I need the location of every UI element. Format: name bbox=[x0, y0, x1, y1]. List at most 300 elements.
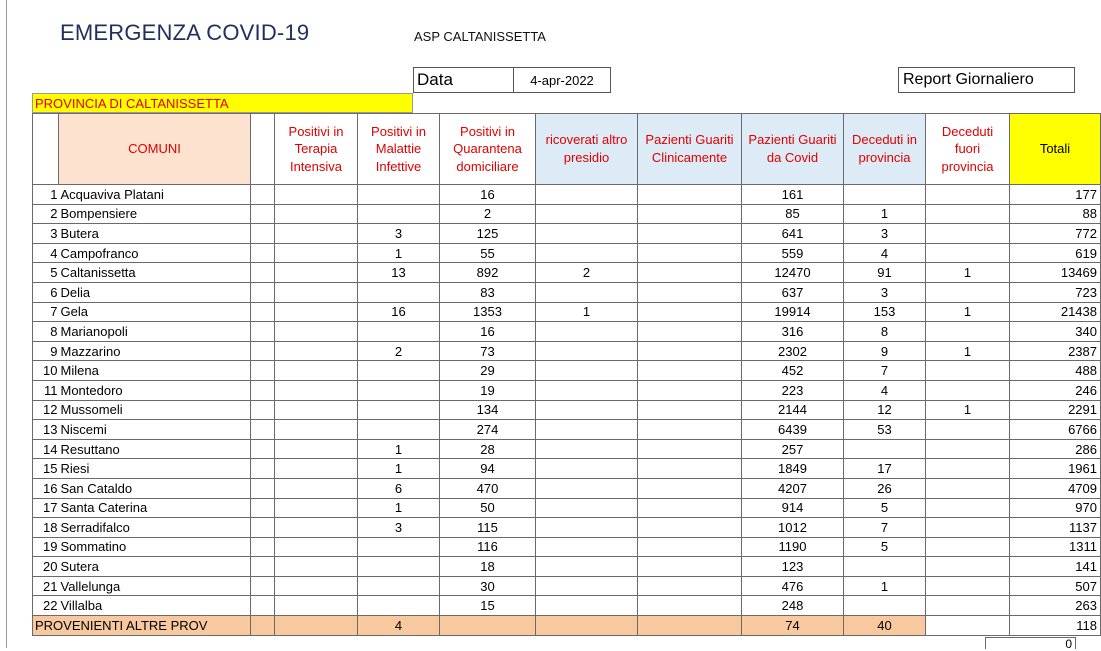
cell-totali: 13469 bbox=[1010, 263, 1101, 283]
cell-clinicamente bbox=[638, 263, 742, 283]
cell-fuori bbox=[926, 498, 1010, 518]
cell-malattie: 1 bbox=[358, 498, 440, 518]
header-fuori: Deceduti fuori provincia bbox=[926, 114, 1010, 185]
extra-total: 0 bbox=[985, 637, 1076, 649]
cell-deceduti: 8 bbox=[844, 322, 926, 342]
header-comuni: COMUNI bbox=[59, 114, 251, 185]
cell-clinicamente bbox=[638, 596, 742, 616]
cell-fuori bbox=[926, 518, 1010, 538]
cell-fuori bbox=[926, 243, 1010, 263]
cell-malattie bbox=[358, 400, 440, 420]
cell-altro: 1 bbox=[536, 302, 638, 322]
row-comune: Milena bbox=[59, 361, 251, 381]
cell-altro bbox=[536, 185, 638, 205]
cell-totali: 2387 bbox=[1010, 341, 1101, 361]
cell-quarantena: 29 bbox=[440, 361, 536, 381]
page-title: EMERGENZA COVID-19 bbox=[60, 20, 310, 45]
cell-guariti: 1012 bbox=[742, 518, 844, 538]
row-comune: Sutera bbox=[59, 557, 251, 577]
cell-clinicamente bbox=[638, 322, 742, 342]
cell-guariti: 2144 bbox=[742, 400, 844, 420]
cell-terapia bbox=[275, 596, 358, 616]
cell-clinicamente bbox=[638, 341, 742, 361]
cell-quarantena: 1353 bbox=[440, 302, 536, 322]
cell-guariti: 257 bbox=[742, 439, 844, 459]
cell-quarantena: 125 bbox=[440, 224, 536, 244]
cell-deceduti: 91 bbox=[844, 263, 926, 283]
row-comune: Delia bbox=[59, 282, 251, 302]
cell-malattie bbox=[358, 576, 440, 596]
table-row bbox=[33, 420, 1101, 440]
cell-quarantena: 115 bbox=[440, 518, 536, 538]
date-value: 4-apr-2022 bbox=[513, 67, 611, 93]
row-spacer bbox=[251, 341, 275, 361]
cell-altro bbox=[536, 341, 638, 361]
row-comune: Niscemi bbox=[59, 420, 251, 440]
cell-malattie bbox=[358, 557, 440, 577]
cell-totali: 286 bbox=[1010, 439, 1101, 459]
cell-guariti: 19914 bbox=[742, 302, 844, 322]
cell-totali: 141 bbox=[1010, 557, 1101, 577]
cell-fuori bbox=[926, 322, 1010, 342]
table-row bbox=[33, 204, 1101, 224]
cell-fuori: 1 bbox=[926, 341, 1010, 361]
cell-quarantena: 19 bbox=[440, 380, 536, 400]
cell-malattie: 1 bbox=[358, 243, 440, 263]
row-comune: Caltanissetta bbox=[59, 263, 251, 283]
cell-altro bbox=[536, 204, 638, 224]
cell-fuori bbox=[926, 282, 1010, 302]
cell-malattie bbox=[358, 282, 440, 302]
cell-malattie: 6 bbox=[358, 478, 440, 498]
table-row bbox=[33, 224, 1101, 244]
cell-terapia bbox=[275, 224, 358, 244]
cell-guariti: 2302 bbox=[742, 341, 844, 361]
cell-guariti: 161 bbox=[742, 185, 844, 205]
cell-clinicamente bbox=[638, 557, 742, 577]
row-comune: Santa Caterina bbox=[59, 498, 251, 518]
table-row bbox=[33, 341, 1101, 361]
cell-deceduti: 9 bbox=[844, 341, 926, 361]
cell-altro bbox=[536, 498, 638, 518]
table-row bbox=[33, 243, 1101, 263]
table-row bbox=[33, 400, 1101, 420]
cell-deceduti: 153 bbox=[844, 302, 926, 322]
cell-deceduti: 1 bbox=[844, 204, 926, 224]
provenienti-malattie: 4 bbox=[358, 616, 440, 636]
cell-clinicamente bbox=[638, 537, 742, 557]
cell-altro bbox=[536, 478, 638, 498]
cell-totali: 177 bbox=[1010, 185, 1101, 205]
cell-terapia bbox=[275, 557, 358, 577]
cell-totali: 507 bbox=[1010, 576, 1101, 596]
cell-quarantena: 73 bbox=[440, 341, 536, 361]
row-spacer bbox=[251, 243, 275, 263]
cell-deceduti: 3 bbox=[844, 224, 926, 244]
row-comune: Montedoro bbox=[59, 380, 251, 400]
row-comune: Butera bbox=[59, 224, 251, 244]
cell-fuori bbox=[926, 439, 1010, 459]
cell-clinicamente bbox=[638, 439, 742, 459]
cell-deceduti bbox=[844, 185, 926, 205]
cell-malattie bbox=[358, 596, 440, 616]
row-index: 20 bbox=[33, 557, 59, 577]
row-comune: Marianopoli bbox=[59, 322, 251, 342]
provenienti-totali: 118 bbox=[1010, 616, 1101, 636]
cell-quarantena: 134 bbox=[440, 400, 536, 420]
cell-clinicamente bbox=[638, 459, 742, 479]
cell-totali: 88 bbox=[1010, 204, 1101, 224]
table-row bbox=[33, 380, 1101, 400]
cell-deceduti: 7 bbox=[844, 361, 926, 381]
cell-altro bbox=[536, 557, 638, 577]
cell-altro bbox=[536, 439, 638, 459]
row-comune: Villalba bbox=[59, 596, 251, 616]
row-index: 13 bbox=[33, 420, 59, 440]
row-index: 2 bbox=[33, 204, 59, 224]
cell-altro bbox=[536, 518, 638, 538]
cell-clinicamente bbox=[638, 518, 742, 538]
cell-quarantena: 15 bbox=[440, 596, 536, 616]
cell-deceduti: 7 bbox=[844, 518, 926, 538]
cell-totali: 1961 bbox=[1010, 459, 1101, 479]
row-index: 1 bbox=[33, 185, 59, 205]
cell-deceduti: 5 bbox=[844, 537, 926, 557]
covid-table bbox=[32, 113, 1101, 636]
cell-quarantena: 16 bbox=[440, 322, 536, 342]
cell-clinicamente bbox=[638, 576, 742, 596]
cell-terapia bbox=[275, 185, 358, 205]
cell-malattie bbox=[358, 380, 440, 400]
row-index: 11 bbox=[33, 380, 59, 400]
header-spacer bbox=[251, 114, 275, 185]
cell-clinicamente bbox=[638, 302, 742, 322]
row-index: 22 bbox=[33, 596, 59, 616]
row-spacer bbox=[251, 576, 275, 596]
cell-clinicamente bbox=[638, 478, 742, 498]
table-row bbox=[33, 557, 1101, 577]
cell-deceduti: 17 bbox=[844, 459, 926, 479]
cell-altro bbox=[536, 322, 638, 342]
row-spacer bbox=[251, 518, 275, 538]
row-spacer bbox=[251, 596, 275, 616]
cell-altro: 2 bbox=[536, 263, 638, 283]
cell-terapia bbox=[275, 439, 358, 459]
cell-quarantena: 55 bbox=[440, 243, 536, 263]
cell-deceduti: 26 bbox=[844, 478, 926, 498]
cell-fuori bbox=[926, 361, 1010, 381]
cell-quarantena: 16 bbox=[440, 185, 536, 205]
cell-malattie bbox=[358, 185, 440, 205]
provenienti-altro bbox=[536, 616, 638, 636]
cell-terapia bbox=[275, 263, 358, 283]
header-guariti: Pazienti Guariti da Covid bbox=[742, 114, 844, 185]
row-index: 7 bbox=[33, 302, 59, 322]
row-comune: Riesi bbox=[59, 459, 251, 479]
cell-totali: 772 bbox=[1010, 224, 1101, 244]
cell-guariti: 316 bbox=[742, 322, 844, 342]
table-row bbox=[33, 322, 1101, 342]
cell-clinicamente bbox=[638, 185, 742, 205]
row-comune: Bompensiere bbox=[59, 204, 251, 224]
cell-fuori bbox=[926, 204, 1010, 224]
row-index: 10 bbox=[33, 361, 59, 381]
cell-fuori bbox=[926, 185, 1010, 205]
cell-fuori bbox=[926, 380, 1010, 400]
header-altro: ricoverati altro presidio bbox=[536, 114, 638, 185]
row-spacer bbox=[251, 380, 275, 400]
row-spacer bbox=[251, 439, 275, 459]
row-spacer bbox=[251, 282, 275, 302]
table-row bbox=[33, 498, 1101, 518]
cell-terapia bbox=[275, 400, 358, 420]
cell-guariti: 123 bbox=[742, 557, 844, 577]
row-comune: San Cataldo bbox=[59, 478, 251, 498]
row-spacer bbox=[251, 557, 275, 577]
table-header-row bbox=[33, 114, 1101, 185]
cell-deceduti: 3 bbox=[844, 282, 926, 302]
cell-malattie: 3 bbox=[358, 224, 440, 244]
row-spacer bbox=[251, 224, 275, 244]
cell-fuori: 1 bbox=[926, 263, 1010, 283]
cell-quarantena: 28 bbox=[440, 439, 536, 459]
cell-terapia bbox=[275, 478, 358, 498]
cell-guariti: 914 bbox=[742, 498, 844, 518]
cell-altro bbox=[536, 596, 638, 616]
cell-terapia bbox=[275, 537, 358, 557]
cell-guariti: 85 bbox=[742, 204, 844, 224]
provenienti-spacer bbox=[251, 616, 275, 636]
header-clinicamente: Pazienti Guariti Clinicamente bbox=[638, 114, 742, 185]
cell-deceduti: 4 bbox=[844, 243, 926, 263]
cell-clinicamente bbox=[638, 420, 742, 440]
row-comune: Vallelunga bbox=[59, 576, 251, 596]
cell-totali: 970 bbox=[1010, 498, 1101, 518]
table-row bbox=[33, 185, 1101, 205]
row-index: 18 bbox=[33, 518, 59, 538]
cell-malattie bbox=[358, 420, 440, 440]
row-spacer bbox=[251, 420, 275, 440]
cell-deceduti bbox=[844, 557, 926, 577]
cell-malattie: 13 bbox=[358, 263, 440, 283]
cell-terapia bbox=[275, 243, 358, 263]
provenienti-row bbox=[33, 616, 1101, 636]
row-comune: Mussomeli bbox=[59, 400, 251, 420]
cell-guariti: 641 bbox=[742, 224, 844, 244]
row-spacer bbox=[251, 185, 275, 205]
cell-altro bbox=[536, 224, 638, 244]
cell-guariti: 559 bbox=[742, 243, 844, 263]
cell-altro bbox=[536, 361, 638, 381]
cell-totali: 21438 bbox=[1010, 302, 1101, 322]
cell-malattie: 3 bbox=[358, 518, 440, 538]
cell-malattie bbox=[358, 322, 440, 342]
cell-fuori bbox=[926, 478, 1010, 498]
row-index: 19 bbox=[33, 537, 59, 557]
cell-quarantena: 50 bbox=[440, 498, 536, 518]
page-frame-left bbox=[6, 0, 7, 648]
row-spacer bbox=[251, 322, 275, 342]
row-comune: Gela bbox=[59, 302, 251, 322]
table-row bbox=[33, 537, 1101, 557]
cell-clinicamente bbox=[638, 361, 742, 381]
cell-deceduti: 1 bbox=[844, 576, 926, 596]
report-label: Report Giornaliero bbox=[898, 67, 1075, 93]
cell-quarantena: 2 bbox=[440, 204, 536, 224]
table-row bbox=[33, 518, 1101, 538]
date-label: Data bbox=[413, 67, 513, 93]
cell-altro bbox=[536, 459, 638, 479]
header-index-blank bbox=[33, 114, 59, 185]
cell-quarantena: 18 bbox=[440, 557, 536, 577]
cell-terapia bbox=[275, 302, 358, 322]
table-row bbox=[33, 478, 1101, 498]
cell-clinicamente bbox=[638, 400, 742, 420]
cell-malattie: 1 bbox=[358, 439, 440, 459]
table-row bbox=[33, 282, 1101, 302]
cell-malattie bbox=[358, 361, 440, 381]
cell-totali: 340 bbox=[1010, 322, 1101, 342]
cell-quarantena: 892 bbox=[440, 263, 536, 283]
provenienti-deceduti: 40 bbox=[844, 616, 926, 636]
cell-altro bbox=[536, 537, 638, 557]
cell-quarantena: 274 bbox=[440, 420, 536, 440]
cell-terapia bbox=[275, 576, 358, 596]
cell-quarantena: 470 bbox=[440, 478, 536, 498]
table-row bbox=[33, 263, 1101, 283]
provenienti-fuori bbox=[926, 616, 1010, 636]
row-index: 16 bbox=[33, 478, 59, 498]
cell-terapia bbox=[275, 420, 358, 440]
table-row bbox=[33, 439, 1101, 459]
cell-fuori bbox=[926, 596, 1010, 616]
table-row bbox=[33, 302, 1101, 322]
cell-quarantena: 30 bbox=[440, 576, 536, 596]
cell-totali: 2291 bbox=[1010, 400, 1101, 420]
cell-terapia bbox=[275, 322, 358, 342]
table-row bbox=[33, 576, 1101, 596]
cell-clinicamente bbox=[638, 498, 742, 518]
cell-quarantena: 94 bbox=[440, 459, 536, 479]
cell-terapia bbox=[275, 341, 358, 361]
header-malattie: Positivi in Malattie Infettive bbox=[358, 114, 440, 185]
row-comune: Serradifalco bbox=[59, 518, 251, 538]
cell-altro bbox=[536, 282, 638, 302]
cell-terapia bbox=[275, 498, 358, 518]
header-terapia: Positivi in Terapia Intensiva bbox=[275, 114, 358, 185]
cell-totali: 619 bbox=[1010, 243, 1101, 263]
cell-clinicamente bbox=[638, 380, 742, 400]
cell-terapia bbox=[275, 380, 358, 400]
cell-guariti: 452 bbox=[742, 361, 844, 381]
cell-totali: 246 bbox=[1010, 380, 1101, 400]
row-index: 3 bbox=[33, 224, 59, 244]
cell-totali: 263 bbox=[1010, 596, 1101, 616]
table-row bbox=[33, 361, 1101, 381]
header-totali: Totali bbox=[1010, 114, 1101, 185]
row-comune: Campofranco bbox=[59, 243, 251, 263]
cell-fuori: 1 bbox=[926, 302, 1010, 322]
row-index: 17 bbox=[33, 498, 59, 518]
row-index: 15 bbox=[33, 459, 59, 479]
header-quarantena: Positivi in Quarantena domiciliare bbox=[440, 114, 536, 185]
cell-malattie: 1 bbox=[358, 459, 440, 479]
cell-guariti: 223 bbox=[742, 380, 844, 400]
cell-fuori bbox=[926, 576, 1010, 596]
cell-clinicamente bbox=[638, 224, 742, 244]
cell-guariti: 1190 bbox=[742, 537, 844, 557]
row-spacer bbox=[251, 478, 275, 498]
header-deceduti: Deceduti in provincia bbox=[844, 114, 926, 185]
cell-totali: 1311 bbox=[1010, 537, 1101, 557]
row-spacer bbox=[251, 204, 275, 224]
cell-totali: 488 bbox=[1010, 361, 1101, 381]
cell-totali: 6766 bbox=[1010, 420, 1101, 440]
row-spacer bbox=[251, 537, 275, 557]
row-spacer bbox=[251, 263, 275, 283]
cell-deceduti: 12 bbox=[844, 400, 926, 420]
row-comune: Sommatino bbox=[59, 537, 251, 557]
cell-fuori bbox=[926, 557, 1010, 577]
row-comune: Mazzarino bbox=[59, 341, 251, 361]
cell-altro bbox=[536, 243, 638, 263]
cell-guariti: 248 bbox=[742, 596, 844, 616]
row-comune: Resuttano bbox=[59, 439, 251, 459]
provenienti-clinicamente bbox=[638, 616, 742, 636]
cell-terapia bbox=[275, 282, 358, 302]
cell-guariti: 1849 bbox=[742, 459, 844, 479]
cell-terapia bbox=[275, 204, 358, 224]
row-index: 5 bbox=[33, 263, 59, 283]
cell-altro bbox=[536, 420, 638, 440]
cell-deceduti bbox=[844, 596, 926, 616]
row-index: 21 bbox=[33, 576, 59, 596]
cell-deceduti: 53 bbox=[844, 420, 926, 440]
cell-quarantena: 83 bbox=[440, 282, 536, 302]
asp-label: ASP CALTANISSETTA bbox=[414, 29, 546, 44]
cell-malattie bbox=[358, 204, 440, 224]
row-spacer bbox=[251, 459, 275, 479]
cell-fuori bbox=[926, 537, 1010, 557]
cell-clinicamente bbox=[638, 282, 742, 302]
cell-fuori bbox=[926, 420, 1010, 440]
cell-quarantena: 116 bbox=[440, 537, 536, 557]
cell-guariti: 637 bbox=[742, 282, 844, 302]
row-index: 12 bbox=[33, 400, 59, 420]
cell-altro bbox=[536, 380, 638, 400]
province-banner: PROVINCIA DI CALTANISSETTA bbox=[32, 93, 413, 113]
cell-malattie: 2 bbox=[358, 341, 440, 361]
row-index: 8 bbox=[33, 322, 59, 342]
row-spacer bbox=[251, 400, 275, 420]
row-spacer bbox=[251, 498, 275, 518]
table-row bbox=[33, 459, 1101, 479]
cell-fuori: 1 bbox=[926, 400, 1010, 420]
row-comune: Acquaviva Platani bbox=[59, 185, 251, 205]
cell-malattie bbox=[358, 537, 440, 557]
row-spacer bbox=[251, 302, 275, 322]
cell-guariti: 476 bbox=[742, 576, 844, 596]
cell-deceduti: 4 bbox=[844, 380, 926, 400]
table-row bbox=[33, 596, 1101, 616]
provenienti-terapia bbox=[275, 616, 358, 636]
row-index: 9 bbox=[33, 341, 59, 361]
cell-guariti: 12470 bbox=[742, 263, 844, 283]
cell-fuori bbox=[926, 459, 1010, 479]
cell-terapia bbox=[275, 361, 358, 381]
cell-deceduti: 5 bbox=[844, 498, 926, 518]
cell-malattie: 16 bbox=[358, 302, 440, 322]
